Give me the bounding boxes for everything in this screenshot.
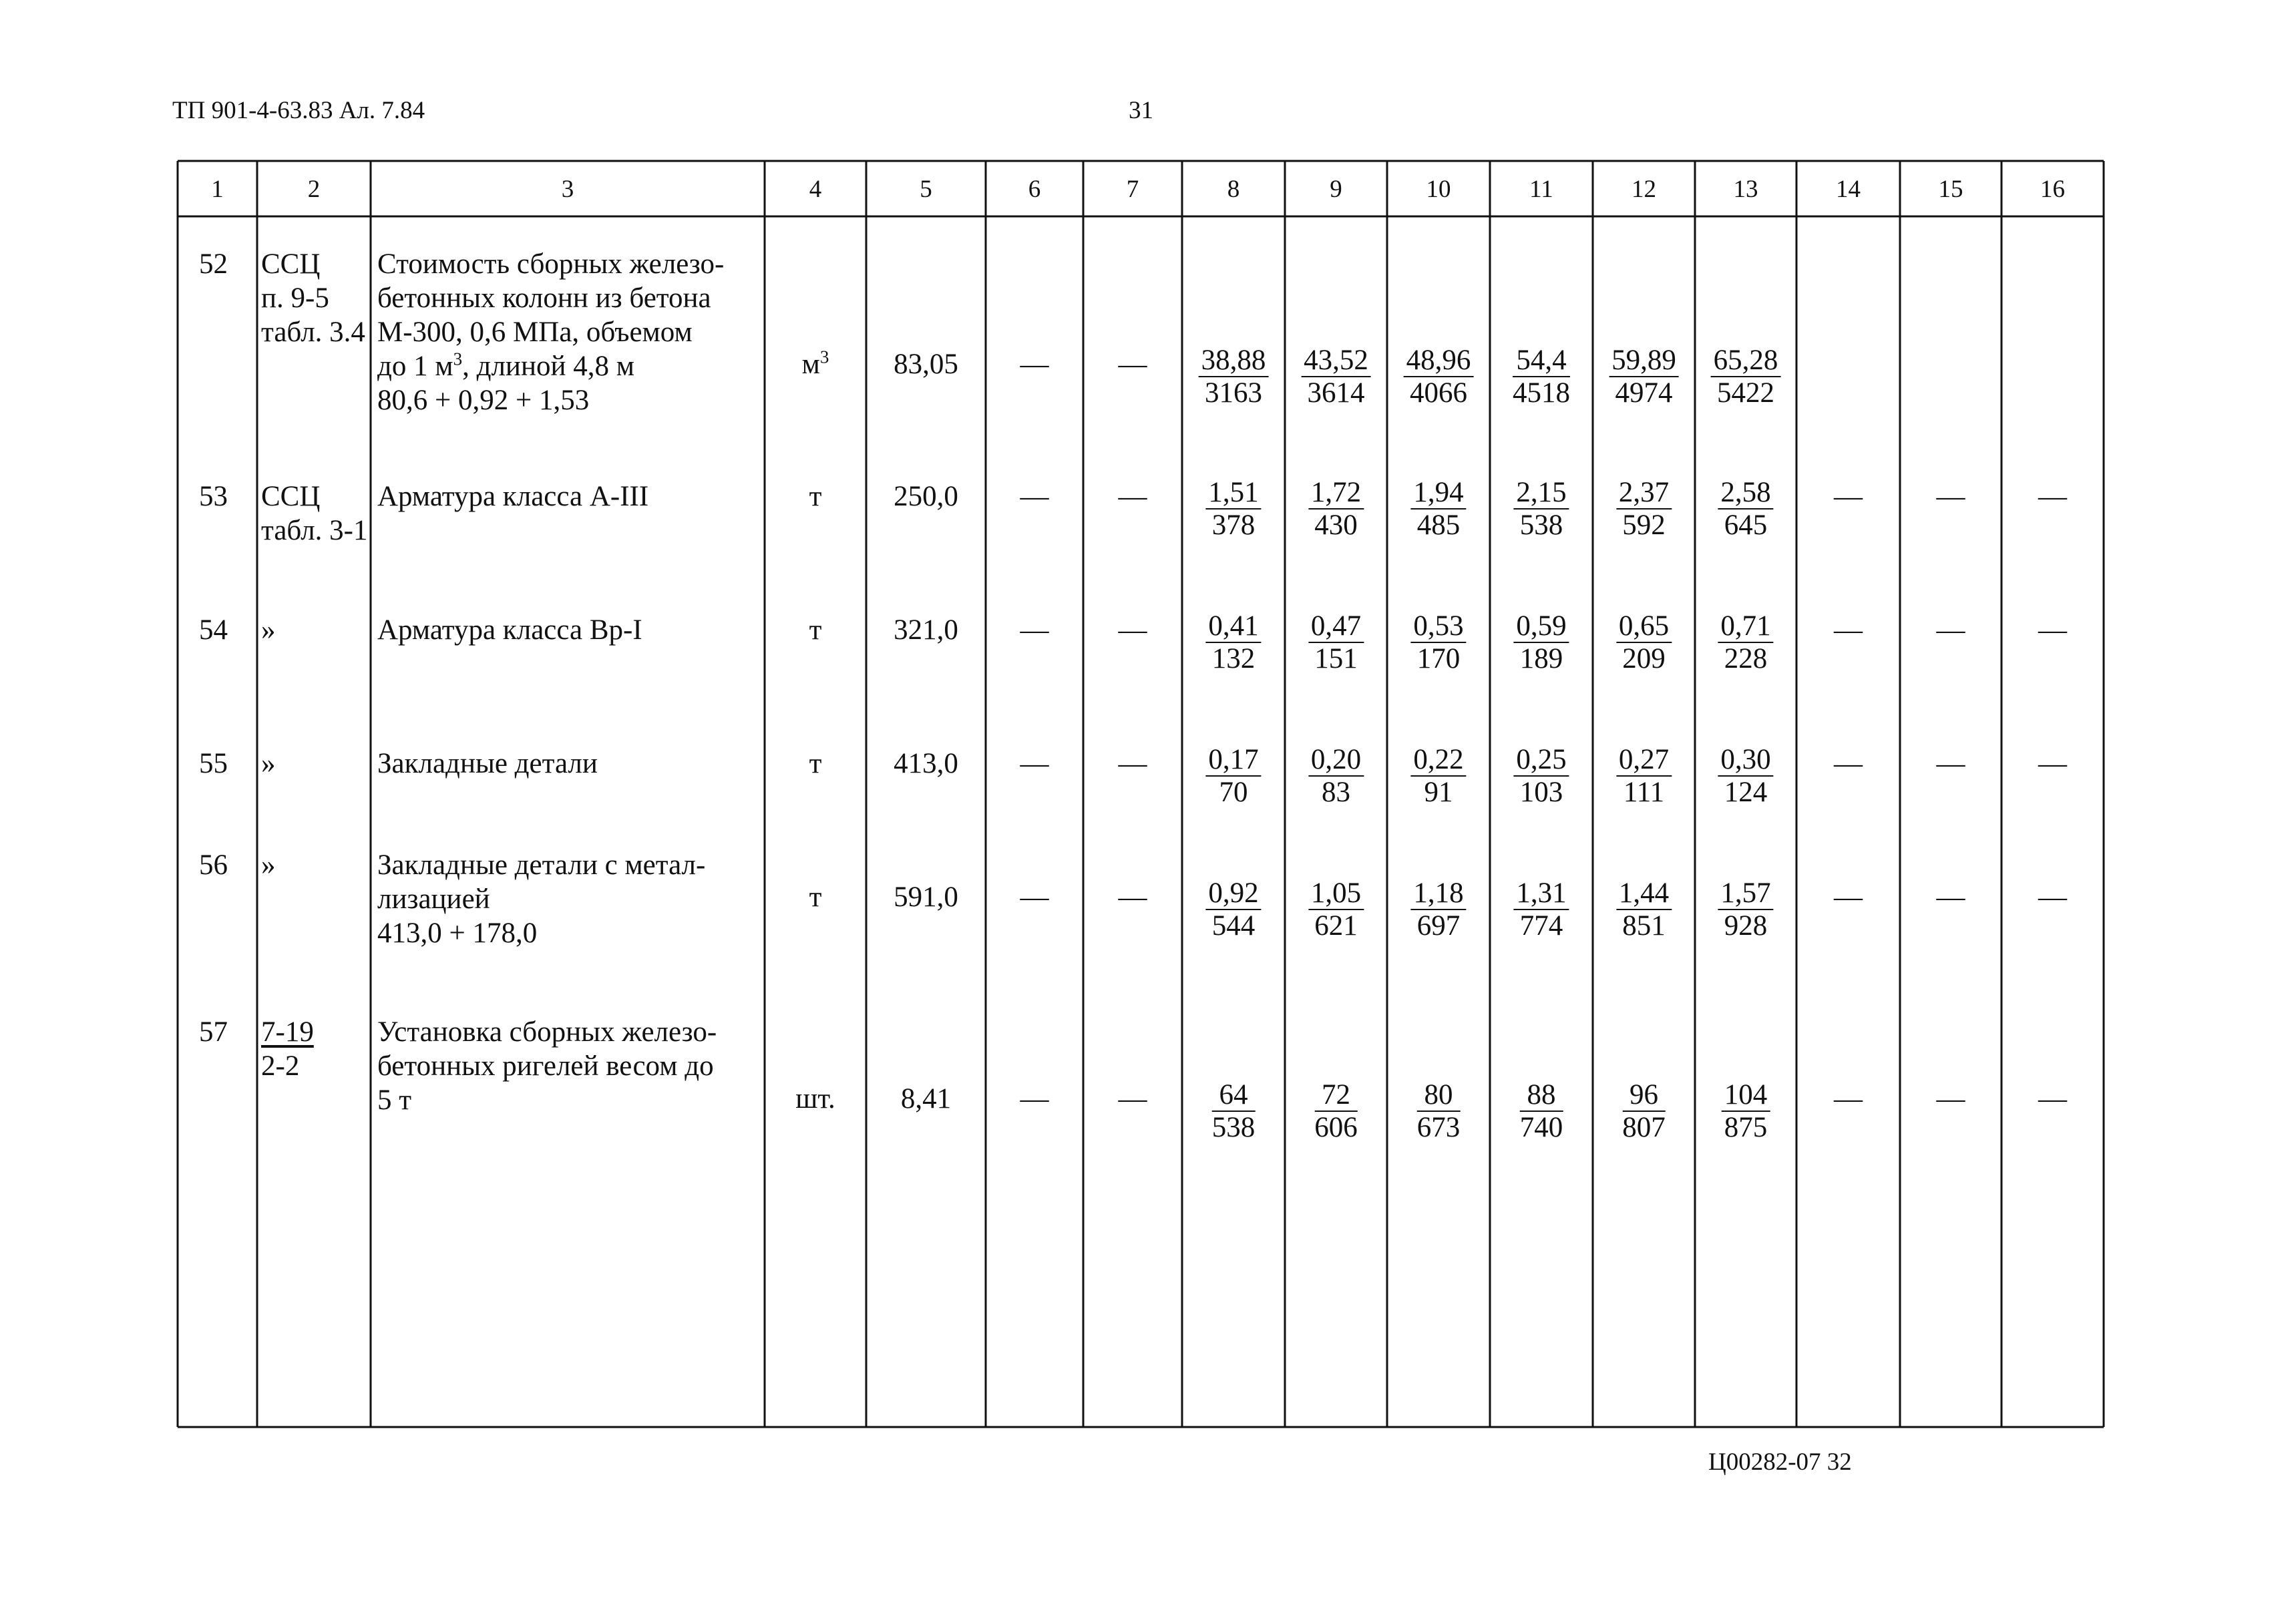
column-14-value: — [1834, 1083, 1863, 1115]
unit-text: т [809, 614, 822, 646]
column-15-value: — [1936, 1083, 1965, 1115]
fraction-denominator: 4974 [1615, 377, 1673, 409]
unit [795, 1082, 835, 1116]
fraction-value [1417, 1079, 1461, 1143]
description-line: 413,0 + 178,0 [377, 918, 538, 949]
description-line: Установка сборных железо- [377, 1016, 717, 1048]
fraction-value [1718, 610, 1773, 674]
column-number: 5 [920, 176, 932, 203]
fraction-numerator: 2,15 [1513, 477, 1569, 510]
description-line: 80,6 + 0,92 + 1,53 [377, 385, 590, 416]
column-16-value: — [2038, 881, 2067, 913]
unit-text: т [809, 748, 822, 779]
fraction-value [1205, 477, 1261, 541]
fraction-denominator: 70 [1219, 777, 1248, 808]
fraction-value [1718, 877, 1773, 942]
superscript: 3 [453, 349, 463, 369]
column-number: 8 [1227, 176, 1240, 203]
description-line: Закладные детали с метал- [377, 849, 706, 881]
fraction-value [1410, 744, 1466, 808]
fraction-numerator: 0,92 [1205, 877, 1261, 910]
column-number: 7 [1126, 176, 1139, 203]
column-number: 11 [1529, 176, 1553, 203]
description-line: бетонных ригелей весом до [377, 1050, 714, 1082]
fraction-value [1205, 877, 1261, 942]
fraction-value [1718, 744, 1773, 808]
fraction-denominator: 3614 [1307, 377, 1365, 409]
column-number: 2 [307, 176, 321, 203]
fraction-numerator: 1,57 [1718, 877, 1773, 910]
description-line: 5 т [377, 1084, 412, 1116]
unit [809, 880, 822, 914]
column-number: 16 [2040, 176, 2065, 203]
fraction-value [1711, 345, 1781, 409]
fraction-value [1308, 877, 1364, 942]
description-line: Стоимость сборных железо- [377, 248, 725, 280]
fraction-value [1513, 744, 1569, 808]
fraction-value [1722, 1079, 1770, 1143]
unit-price: 591,0 [894, 881, 958, 913]
description-line: лизацией [377, 883, 490, 915]
fraction-denominator: 697 [1416, 910, 1461, 942]
fraction-denominator: 851 [1622, 910, 1666, 942]
column-7-value: — [1118, 1083, 1147, 1115]
fraction-value [1513, 345, 1570, 409]
fraction-denominator: 5422 [1717, 377, 1774, 409]
fraction-numerator: 43,52 [1301, 345, 1371, 377]
fraction-denominator: 209 [1622, 643, 1666, 674]
fraction-denominator: 83 [1322, 777, 1350, 808]
fraction-numerator: 1,44 [1616, 877, 1672, 910]
document-code: ТП 901-4-63.83 Ал. 7.84 [172, 97, 425, 124]
fraction-value [1314, 1079, 1358, 1143]
fraction-numerator: 59,89 [1609, 345, 1679, 377]
unit-text: м [801, 349, 820, 380]
fraction-denominator: 151 [1314, 643, 1358, 674]
column-7-value: — [1118, 748, 1147, 779]
column-15-value: — [1936, 614, 1965, 646]
fraction-numerator: 0,30 [1718, 744, 1773, 777]
fraction-value [1301, 345, 1371, 409]
fraction-denominator: 544 [1211, 910, 1256, 942]
fraction-numerator: 0,71 [1718, 610, 1773, 643]
fraction-numerator: 0,53 [1410, 610, 1466, 643]
fraction-numerator: 1,94 [1410, 477, 1466, 510]
fraction-numerator: 0,41 [1205, 610, 1261, 643]
fraction-value [1410, 610, 1466, 674]
source-reference: ССЦ [261, 481, 321, 512]
fraction-numerator: 2,58 [1718, 477, 1773, 510]
fraction-value [1199, 345, 1269, 409]
fraction-value [1616, 744, 1672, 808]
source-reference: ССЦ [261, 248, 321, 280]
fraction-denominator: 111 [1623, 777, 1665, 808]
row-number: 56 [199, 849, 228, 881]
fraction-denominator: 3163 [1205, 377, 1262, 409]
description-text: , длиной 4,8 м [462, 351, 634, 382]
fraction-value [1205, 610, 1261, 674]
row-number: 57 [199, 1016, 228, 1048]
unit [809, 613, 822, 647]
unit-price: 83,05 [894, 349, 958, 380]
fraction-denominator: 189 [1519, 643, 1563, 674]
source-reference: табл. 3.4 [261, 317, 365, 348]
description-line [377, 349, 634, 383]
fraction-value [1308, 610, 1364, 674]
unit-price: 250,0 [894, 481, 958, 512]
fraction-numerator: 2,37 [1616, 477, 1672, 510]
source-reference: 2-2 [261, 1050, 300, 1082]
fraction-value [1622, 1079, 1666, 1143]
fraction-denominator: 673 [1416, 1112, 1461, 1143]
column-15-value: — [1936, 748, 1965, 779]
fraction-value [1205, 744, 1261, 808]
fraction-denominator: 378 [1211, 510, 1256, 541]
fraction-numerator: 1,72 [1308, 477, 1364, 510]
fraction-value [1718, 477, 1773, 541]
fraction-value [1212, 1079, 1256, 1143]
description-line: М-300, 0,6 МПа, объемом [377, 317, 693, 348]
source-reference: » [261, 614, 276, 646]
fraction-denominator: 103 [1519, 777, 1563, 808]
unit-text: т [809, 481, 822, 512]
fraction-value [1616, 877, 1672, 942]
fraction-numerator: 54,4 [1513, 345, 1570, 377]
column-7-value: — [1118, 881, 1147, 913]
fraction-value [1616, 610, 1672, 674]
column-number: 9 [1330, 176, 1342, 203]
row-number: 53 [199, 481, 228, 512]
fraction-numerator: 48,96 [1404, 345, 1474, 377]
fraction-numerator: 64 [1212, 1079, 1256, 1112]
column-6-value: — [1020, 1083, 1049, 1115]
fraction-value [1404, 345, 1474, 409]
unit-price: 8,41 [900, 1083, 952, 1115]
column-15-value: — [1936, 481, 1965, 512]
column-number: 10 [1426, 176, 1451, 203]
source-reference: » [261, 748, 276, 779]
page-number: 31 [1129, 97, 1153, 124]
fraction-numerator: 0,59 [1513, 610, 1569, 643]
unit-price: 413,0 [894, 748, 958, 779]
fraction-value [1609, 345, 1679, 409]
fraction-denominator: 4518 [1513, 377, 1570, 409]
column-number: 13 [1733, 176, 1758, 203]
fraction-denominator: 228 [1724, 643, 1768, 674]
fraction-numerator: 0,25 [1513, 744, 1569, 777]
fraction-numerator: 88 [1520, 1079, 1563, 1112]
source-reference: табл. 3-1 [261, 515, 368, 546]
description-line: Арматура класса А-III [377, 481, 649, 512]
fraction-numerator: 1,05 [1308, 877, 1364, 910]
row-number: 54 [199, 614, 228, 646]
column-6-value: — [1020, 349, 1049, 380]
fraction-value [1513, 477, 1569, 541]
unit-superscript: 3 [819, 347, 829, 367]
fraction-numerator: 0,47 [1308, 610, 1364, 643]
fraction-denominator: 875 [1724, 1112, 1768, 1143]
column-14-value: — [1834, 481, 1863, 512]
fraction-numerator: 65,28 [1711, 345, 1781, 377]
fraction-numerator: 0,20 [1308, 744, 1364, 777]
column-6-value: — [1020, 614, 1049, 646]
fraction-value [1308, 744, 1364, 808]
unit-text: шт. [795, 1083, 835, 1115]
fraction-numerator: 0,65 [1616, 610, 1672, 643]
fraction-denominator: 485 [1416, 510, 1461, 541]
description-line: бетонных колонн из бетона [377, 282, 711, 314]
unit [809, 747, 822, 781]
fraction-value [1513, 877, 1569, 942]
fraction-denominator: 91 [1424, 777, 1453, 808]
fraction-value [1513, 610, 1569, 674]
fraction-denominator: 645 [1724, 510, 1768, 541]
description-text: до 1 м [377, 351, 453, 382]
column-number: 15 [1938, 176, 1963, 203]
fraction-numerator: 80 [1417, 1079, 1461, 1112]
row-number: 55 [199, 748, 228, 779]
fraction-denominator: 592 [1622, 510, 1666, 541]
fraction-value [1410, 477, 1466, 541]
fraction-denominator: 807 [1622, 1112, 1666, 1143]
fraction-denominator: 170 [1416, 643, 1461, 674]
fraction-denominator: 132 [1211, 643, 1256, 674]
fraction-denominator: 740 [1519, 1112, 1563, 1143]
unit-text: т [809, 881, 822, 913]
column-14-value: — [1834, 881, 1863, 913]
column-14-value: — [1834, 614, 1863, 646]
footer-code: Ц00282-07 32 [1708, 1448, 1852, 1476]
column-6-value: — [1020, 881, 1049, 913]
fraction-denominator: 124 [1724, 777, 1768, 808]
column-number: 4 [809, 176, 822, 203]
fraction-numerator: 0,22 [1410, 744, 1466, 777]
column-number: 3 [561, 176, 574, 203]
fraction-numerator: 72 [1314, 1079, 1358, 1112]
fraction-numerator: 0,27 [1616, 744, 1672, 777]
fraction-numerator: 38,88 [1199, 345, 1269, 377]
fraction-denominator: 774 [1519, 910, 1563, 942]
column-16-value: — [2038, 481, 2067, 512]
column-number: 6 [1028, 176, 1041, 203]
fraction-numerator: 0,17 [1205, 744, 1261, 777]
fraction-denominator: 538 [1519, 510, 1563, 541]
column-16-value: — [2038, 1083, 2067, 1115]
fraction-denominator: 621 [1314, 910, 1358, 942]
description-line: Закладные детали [377, 748, 598, 779]
fraction-denominator: 430 [1314, 510, 1358, 541]
fraction-numerator: 1,18 [1410, 877, 1466, 910]
fraction-value [1520, 1079, 1563, 1143]
source-reference: » [261, 849, 276, 881]
column-6-value: — [1020, 481, 1049, 512]
fraction-value [1616, 477, 1672, 541]
fraction-denominator: 928 [1724, 910, 1768, 942]
fraction-numerator: 1,51 [1205, 477, 1261, 510]
fraction-numerator: 104 [1722, 1079, 1770, 1112]
column-14-value: — [1834, 748, 1863, 779]
fraction-numerator: 96 [1622, 1079, 1666, 1112]
description-line: Арматура класса Вр-I [377, 614, 642, 646]
column-number: 14 [1836, 176, 1861, 203]
column-6-value: — [1020, 748, 1049, 779]
fraction-denominator: 4066 [1410, 377, 1467, 409]
fraction-value [1410, 877, 1466, 942]
fraction-numerator: 1,31 [1513, 877, 1569, 910]
column-15-value: — [1936, 881, 1965, 913]
fraction-denominator: 606 [1314, 1112, 1358, 1143]
unit [809, 479, 822, 514]
column-7-value: — [1118, 614, 1147, 646]
column-7-value: — [1118, 481, 1147, 512]
unit-price: 321,0 [894, 614, 958, 646]
column-number: 1 [211, 176, 224, 203]
source-reference: п. 9-5 [261, 282, 329, 314]
row-number: 52 [199, 248, 228, 280]
column-7-value: — [1118, 349, 1147, 380]
unit [802, 347, 829, 381]
source-reference: 7-19 [261, 1016, 314, 1048]
fraction-value [1308, 477, 1364, 541]
column-16-value: — [2038, 748, 2067, 779]
fraction-denominator: 538 [1211, 1112, 1256, 1143]
column-16-value: — [2038, 614, 2067, 646]
column-number: 12 [1632, 176, 1656, 203]
